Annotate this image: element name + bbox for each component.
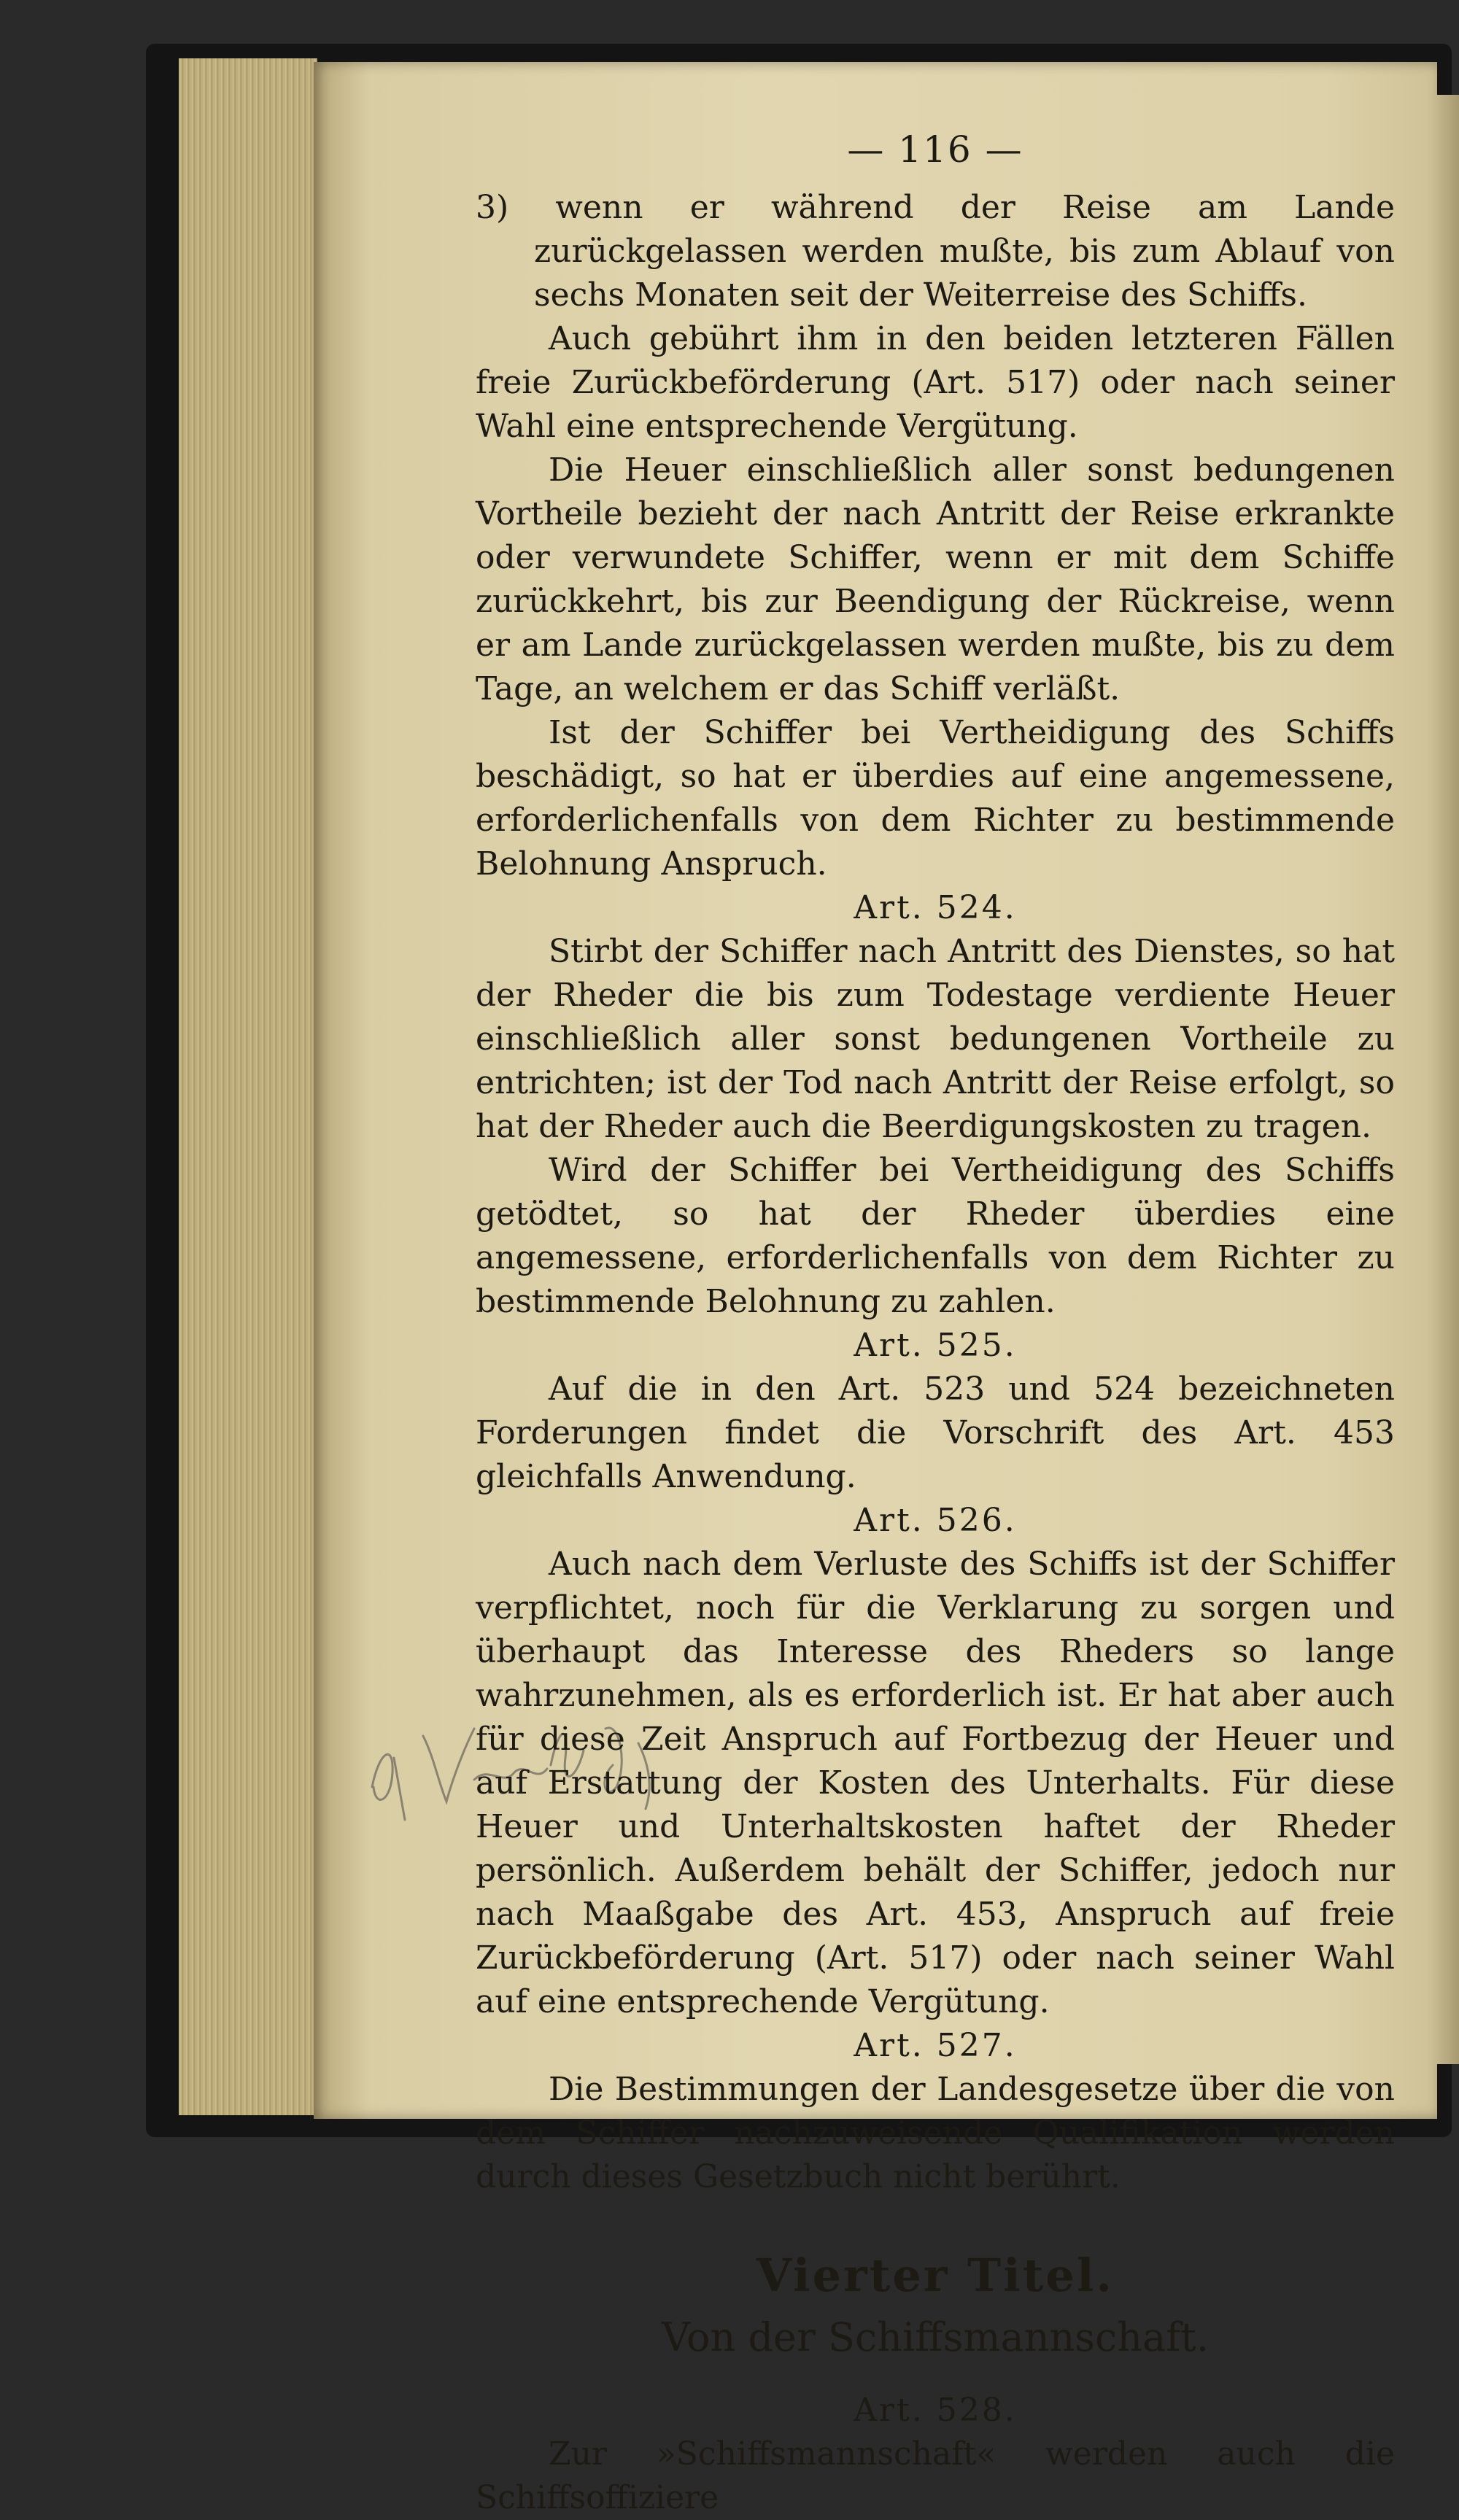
paragraph: Stirbt der Schiffer nach Antritt des Dienstes, so hat der Rheder die bis zum Todestage verdiente Heuer einschließlich aller sonst bedungenen Vortheile zu entrichten; ist der Tod nach Antritt der Reise erfolgt, so hat der Rheder auch die Beerdigungskosten zu tragen. xyxy=(476,933,1395,1145)
list-item: 3) wenn er während der Reise am Lande zurückgelassen werden mußte, bis zum Ablauf von sechs Monaten seit der Weiterreise des Schiffs. xyxy=(476,189,1395,314)
article-heading: Art. 525. xyxy=(854,1327,1017,1364)
article-heading: Art. 527. xyxy=(854,2027,1017,2064)
paragraph: Die Heuer einschließlich aller sonst bedungenen Vortheile bezieht der nach Antritt der Reise erkrankte oder verwundete Schiffer, wenn er mit dem Schiffe zurückkehrt, bis zur Beendigung der Rückreise, wenn er am Lande zurückgelassen werden mußte, bis zu dem Tage, an welchem er das Schiff verläßt. xyxy=(476,451,1395,707)
article-heading: Art. 528. xyxy=(854,2392,1017,2429)
page-stack-edge xyxy=(179,58,317,2115)
paragraph: Auf die in den Art. 523 und 524 bezeichneten Forderungen findet die Vorschrift des Art. 453 gleichfalls Anwendung. xyxy=(476,1371,1395,1495)
section-subtitle: Von der Schiffsmannschaft. xyxy=(661,2314,1210,2360)
paragraph: Wird der Schiffer bei Vertheidigung des Schiffs getödtet, so hat der Rheder überdies eine angemessene, erforderlichenfalls von dem Richter zu bestimmende Belohnung zu zahlen. xyxy=(476,1152,1395,1320)
paragraph: Auch nach dem Verluste des Schiffs ist der Schiffer verpflichtet, noch für die Verklarung zu sorgen und überhaupt das Interesse des Rheders so lange wahrzunehmen, als es erforderlich ist. Er hat aber auch für diese Zeit Anspruch auf Fortbezug der Heuer und auf Erstattung der Kosten des Unterhalts. Für diese Heuer und Unterhaltskosten haftet der Rheder persönlich. Außerdem behält der Schiffer, jedoch nur nach Maaßgabe des Art. 453, Anspruch auf freie Zurückbeförderung (Art. 517) oder nach seiner Wahl auf eine entsprechende Vergütung. xyxy=(476,1546,1395,2020)
article-heading: Art. 526. xyxy=(854,1502,1017,1539)
facing-page-edge xyxy=(1433,95,1459,2064)
paragraph: Zur »Schiffsmannschaft« werden auch die Schiffsoffiziere xyxy=(476,2435,1395,2516)
page-text xyxy=(476,113,1395,2520)
section-title: Vierter Titel. xyxy=(756,2249,1114,2302)
paragraph: Ist der Schiffer bei Vertheidigung des Schiffs beschädigt, so hat er überdies auf eine angemessene, erforderlichenfalls von dem Richter zu bestimmende Belohnung Anspruch. xyxy=(476,714,1395,883)
paragraph: Auch gebührt ihm in den beiden letzteren Fällen freie Zurückbeförderung (Art. 517) oder nach seiner Wahl eine entsprechende Vergütung. xyxy=(476,320,1395,445)
article-heading: Art. 524. xyxy=(854,889,1017,926)
paragraph: Die Bestimmungen der Landesgesetze über die von dem Schiffer nachzuweisende Qualifikation werden durch dieses Gesetzbuch nicht berührt. xyxy=(476,2071,1395,2195)
page-number: — 116 — xyxy=(847,128,1023,171)
section-heading xyxy=(476,2243,1395,2367)
